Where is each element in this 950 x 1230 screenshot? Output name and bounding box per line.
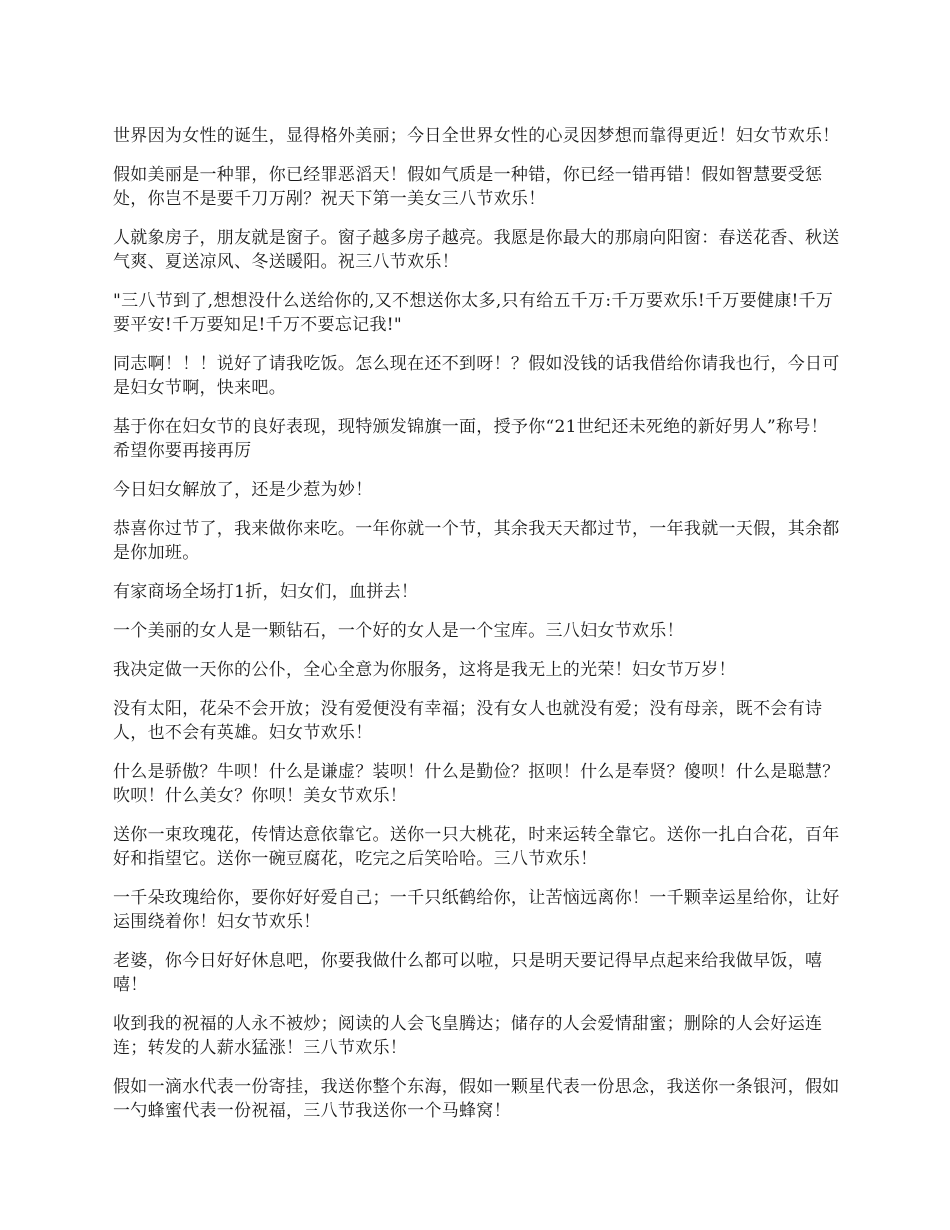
paragraph: 我决定做一天你的公仆，全心全意为你服务，这将是我无上的光荣！妇女节万岁！: [113, 660, 736, 680]
paragraph: 假如美丽是一种罪，你已经罪恶滔天！假如气质是一种错，你已经一错再错！假如智慧要受惩处，你岂不是要千刀万剐？祝天下第一美女三八节欢乐！: [113, 165, 823, 209]
paragraph: 恭喜你过节了，我来做你来吃。一年你就一个节，其余我天天都过节，一年我就一天假，其余都是你加班。: [113, 519, 840, 563]
paragraph: 一千朵玫瑰给你，要你好好爱自己；一千只纸鹤给你，让苦恼远离你！一千颗幸运星给你，让好运围绕着你！妇女节欢乐！: [113, 888, 840, 932]
paragraph: 基于你在妇女节的良好表现，现特颁发锦旗一面，授予你“21世纪还未死绝的新好男人”称号！希望你要再接再厉: [113, 417, 828, 461]
document-page: [113, 124, 843, 1138]
paragraph: 同志啊！！！说好了请我吃饭。怎么现在还不到呀！？假如没钱的话我借给你请我也行，今日可是妇女节啊，快来吧。: [113, 354, 840, 398]
paragraph: 送你一束玫瑰花，传情达意依靠它。送你一只大桃花，时来运转全靠它。送你一扎白合花，百年好和指望它。送你一碗豆腐花，吃完之后笑哈哈。三八节欢乐！: [113, 825, 840, 869]
paragraph: "三八节到了,想想没什么送给你的,又不想送你太多,只有给五千万:千万要欢乐!千万要健康!千万要平安!千万要知足!千万不要忘记我!": [113, 291, 834, 335]
paragraph: 一个美丽的女人是一颗钻石，一个好的女人是一个宝库。三八妇女节欢乐！: [113, 621, 684, 641]
paragraph: 假如一滴水代表一份寄挂，我送你整个东海，假如一颗星代表一份思念，我送你一条银河，假如一勺蜂蜜代表一份祝福，三八节我送你一个马蜂窝！: [113, 1077, 840, 1121]
paragraph: 有家商场全场打1折，妇女们，血拼去！: [113, 582, 419, 602]
paragraph: 老婆，你今日好好休息吧，你要我做什么都可以啦，只是明天要记得早点起来给我做早饭，嘻嘻！: [113, 951, 823, 995]
paragraph: 人就象房子，朋友就是窗子。窗子越多房子越亮。我愿是你最大的那扇向阳窗：春送花香、秋送气爽、夏送凉风、冬送暖阳。祝三八节欢乐！: [113, 228, 840, 272]
paragraph: 收到我的祝福的人永不被炒；阅读的人会飞皇腾达；储存的人会爱情甜蜜；删除的人会好运连连；转发的人薪水猛涨！三八节欢乐！: [113, 1014, 823, 1058]
paragraph: 什么是骄傲？牛呗！什么是谦虚？装呗！什么是勤俭？抠呗！什么是奉贤？傻呗！什么是聪慧？吹呗！什么美女？你呗！美女节欢乐！: [113, 762, 840, 806]
paragraph: 世界因为女性的诞生，显得格外美丽；今日全世界女性的心灵因梦想而靠得更近！妇女节欢乐！: [113, 126, 840, 146]
paragraph: 没有太阳，花朵不会开放；没有爱便没有幸福；没有女人也就没有爱；没有母亲，既不会有诗人，也不会有英雄。妇女节欢乐！: [113, 699, 823, 743]
paragraph: 今日妇女解放了，还是少惹为妙！: [113, 480, 373, 500]
